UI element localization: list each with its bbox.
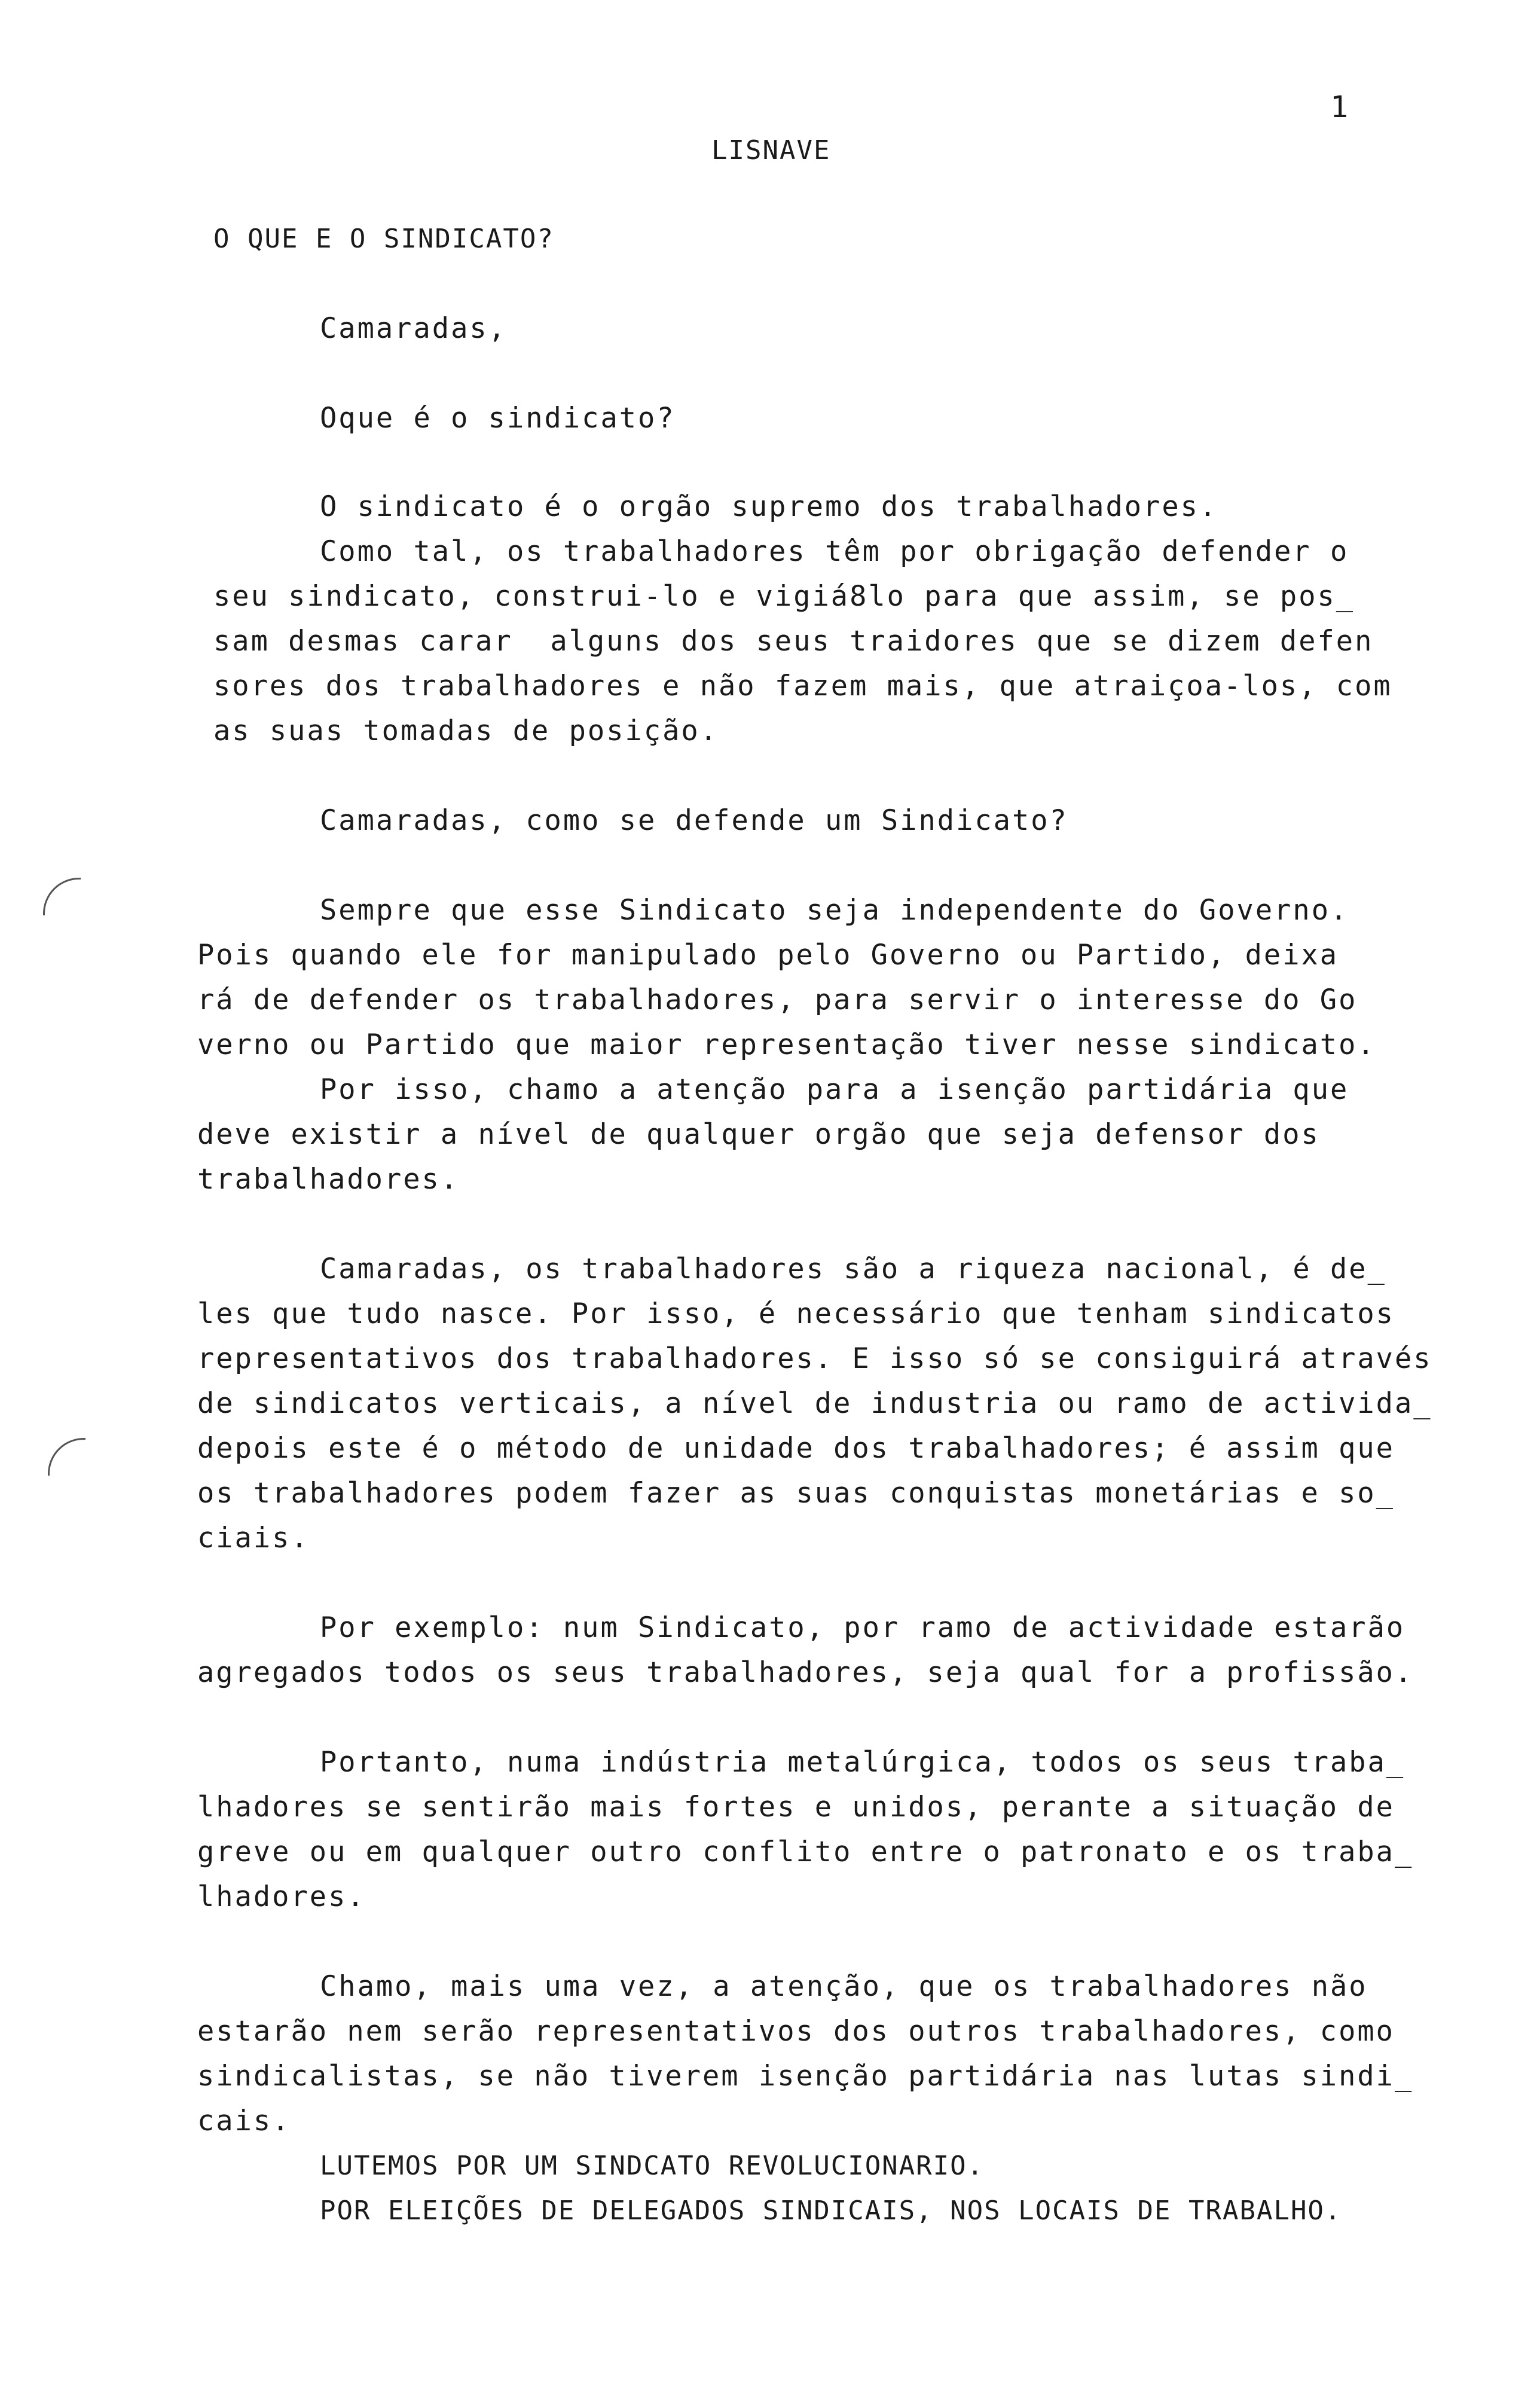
heading: O QUE E O SINDICATO? [213,224,554,254]
text-line: depois este é o método de unidade dos trabalhadores; é assim que [197,1432,1395,1465]
text-line: rá de defender os trabalhadores, para servir o interesse do Go [197,984,1358,1016]
text-line: estarão nem serão representativos dos outros trabalhadores, como [197,2015,1395,2048]
text-line: ciais. [197,1522,310,1555]
question-1: Oque é o sindicato? [320,402,676,435]
punch-hole-mark [48,1438,85,1476]
closing-slogan: POR ELEIÇÕES DE DELEGADOS SINDICAIS, NOS LOCAIS DE TRABALHO. [320,2195,1342,2226]
page-number: 1 [1330,90,1349,124]
text-line: agregados todos os seus trabalhadores, seja qual for a profissão. [197,1656,1414,1689]
text-line: os trabalhadores podem fazer as suas conquistas monetárias e so_ [197,1477,1395,1510]
text-line: Sempre que esse Sindicato seja independente do Governo. [320,894,1349,927]
text-line: deve existir a nível de qualquer orgão que seja defensor dos [197,1118,1320,1151]
text-line: sores dos trabalhadores e não fazem mais, que atraiçoa-los, com [213,670,1392,703]
text-line: as suas tomadas de posição. [213,714,719,747]
text-line: greve ou em qualquer outro conflito entre o patronato e os traba_ [197,1836,1414,1868]
greeting: Camaradas, [320,312,507,345]
text-line: O sindicato é o orgão supremo dos trabalhadores. [320,490,1218,523]
text-line: Portanto, numa indústria metalúrgica, todos os seus traba_ [320,1746,1405,1779]
text-line: de sindicatos verticais, a nível de industria ou ramo de activida_ [197,1387,1432,1420]
text-line: les que tudo nasce. Por isso, é necessário que tenham sindicatos [197,1297,1395,1330]
text-line: Chamo, mais uma vez, a atenção, que os trabalhadores não [320,1970,1368,2003]
text-line: cais. [197,2105,291,2137]
text-line: Camaradas, os trabalhadores são a riqueza nacional, é de_ [320,1253,1386,1285]
text-line: Por exemplo: num Sindicato, por ramo de actividade estarão [320,1611,1405,1644]
text-line: Pois quando ele for manipulado pelo Governo ou Partido, deixa [197,939,1339,972]
text-line: seu sindicato, construi-lo e vigiá8lo para que assim, se pos_ [213,580,1355,613]
text-line: verno ou Partido que maior representação tiver nesse sindicato. [197,1028,1376,1061]
text-line: sam desmas carar alguns dos seus traidores que se dizem defen [213,625,1374,658]
text-line: lhadores. [197,1880,366,1913]
question-2: Camaradas, como se defende um Sindicato? [320,804,1068,837]
text-line: representativos dos trabalhadores. E isso só se consiguirá através [197,1342,1432,1375]
closing-slogan: LUTEMOS POR UM SINDCATO REVOLUCIONARIO. [320,2151,985,2181]
text-line: lhadores se sentirão mais fortes e unidos, perante a situação de [197,1791,1395,1824]
text-line: Por isso, chamo a atenção para a isenção partidária que [320,1073,1349,1106]
text-line: Como tal, os trabalhadores têm por obrigação defender o [320,535,1349,568]
punch-hole-mark [43,878,81,915]
document-title: LISNAVE [711,135,831,166]
text-line: sindicalistas, se não tiverem isenção partidária nas lutas sindi_ [197,2060,1414,2093]
text-line: trabalhadores. [197,1163,460,1196]
